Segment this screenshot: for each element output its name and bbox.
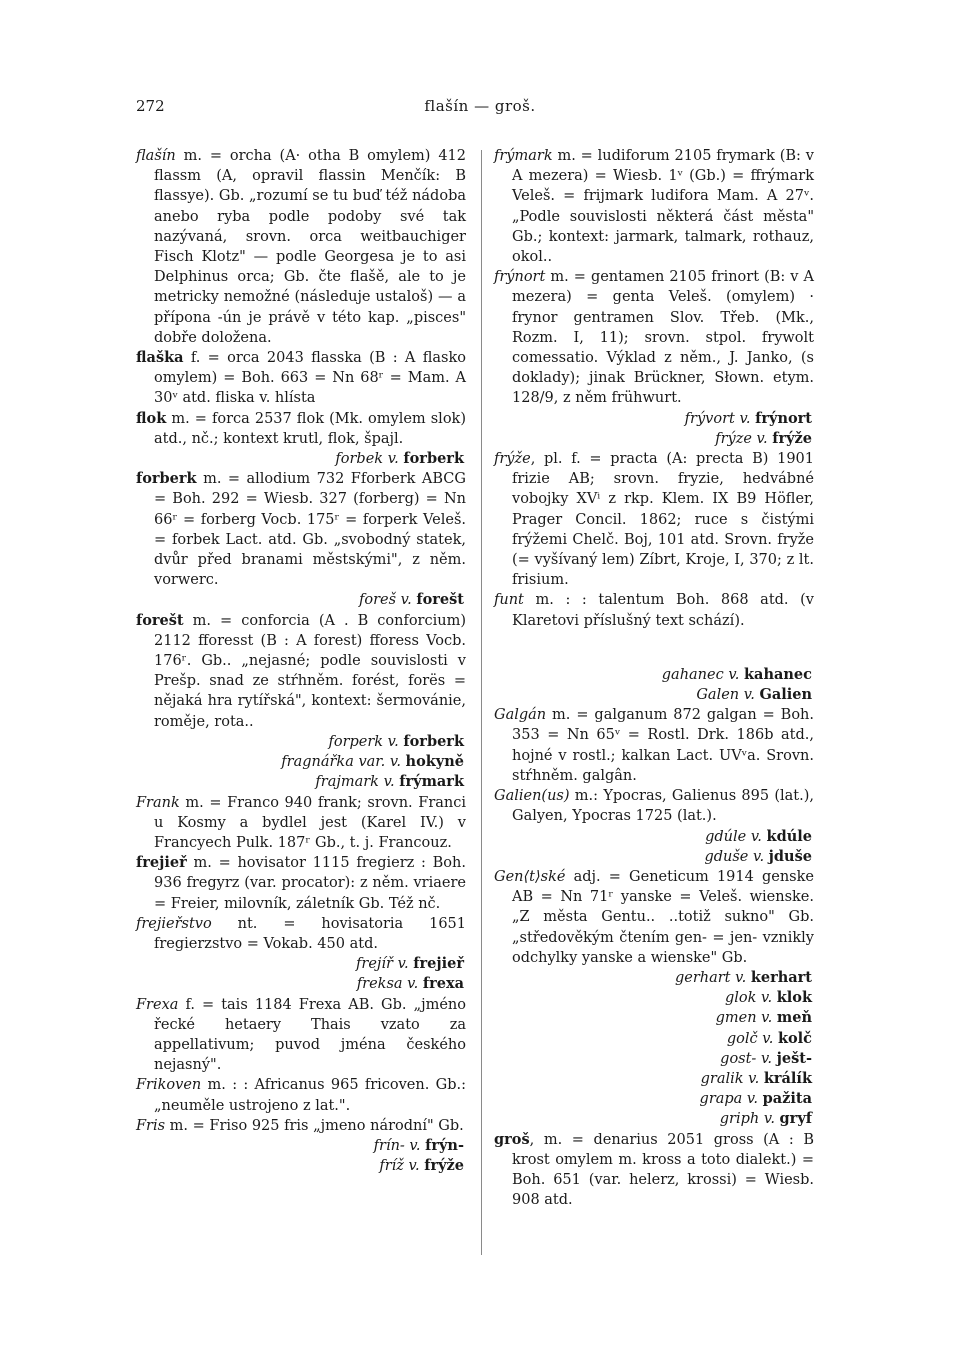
dictionary-entry xyxy=(494,590,814,630)
xref-source: frajmark v. xyxy=(315,774,395,791)
dictionary-entry xyxy=(136,409,466,449)
xref-target: gryf xyxy=(779,1110,812,1128)
xref-source: gmen v. xyxy=(715,1010,773,1027)
entry-body: m. : : talentum Boh. 868 atd. (v Klaretovi příslušný text schází). xyxy=(512,592,814,629)
xref-source: gralik v. xyxy=(700,1070,760,1087)
xref-target: hokyně xyxy=(405,753,464,771)
entry-headword: frýže xyxy=(494,451,531,468)
entry-headword: forešt xyxy=(136,611,184,629)
xref-target: kahanec xyxy=(744,665,812,683)
running-head: flašín — groš. xyxy=(424,97,536,115)
entry-headword: frejieř xyxy=(136,854,187,872)
xref-target: frýnort xyxy=(755,409,812,427)
xref-target: frýn- xyxy=(425,1136,464,1154)
entry-headword: Galgán xyxy=(494,707,547,724)
cross-reference xyxy=(136,954,466,974)
xref-source: Galen v. xyxy=(696,687,755,704)
entry-headword: frýnort xyxy=(494,269,546,286)
cross-reference xyxy=(494,685,814,705)
cross-reference xyxy=(494,847,814,867)
xref-source: frýze v. xyxy=(715,430,768,447)
xref-target: forberk xyxy=(403,450,464,468)
cross-reference xyxy=(136,732,466,752)
entry-headword: funt xyxy=(494,592,524,609)
entry-headword: Frank xyxy=(136,794,180,811)
page-number: 272 xyxy=(136,97,165,115)
entry-body: m. = gentamen 2105 frinort (B: v A mezera) = genta Veleš. (omylem) · frynor gentramen Slov. Třeb. (Mk., Rozm. I, 11); srovn. stpol. frywolt comessatio. Výklad z něm., J. Janko, (s doklady); jinak Brückner, Słown. etym. 128/9, z něm frühwurt. xyxy=(512,269,814,407)
entry-body: f. = orca 2043 flasska (B : A flasko omylem) = Boh. 663 = Nn 68ʳ = Mam. A 30ᵛ atd. fliska v. hlísta xyxy=(154,350,466,407)
xref-source: gdúle v. xyxy=(705,828,762,845)
xref-target: frýmark xyxy=(399,773,464,791)
dictionary-entry xyxy=(136,611,466,732)
cross-reference xyxy=(136,974,466,994)
xref-source: freksa v. xyxy=(356,976,419,993)
xref-target: kerhart xyxy=(750,968,812,986)
entry-body: m. = Friso 925 fris „jmeno národní" Gb. xyxy=(165,1117,464,1134)
cross-reference xyxy=(494,1069,814,1089)
dictionary-entry xyxy=(136,914,466,954)
dictionary-entry xyxy=(136,348,466,409)
entry-body: nt. = hovisatoria 1651 fregierzstvo = Vokab. 450 atd. xyxy=(154,915,466,952)
xref-target: kolč xyxy=(777,1029,812,1047)
cross-reference xyxy=(136,752,466,772)
entry-headword: frejieřstvo xyxy=(136,915,212,932)
dictionary-entry xyxy=(136,853,466,914)
xref-source: frín- v. xyxy=(373,1137,421,1154)
dictionary-entry xyxy=(494,786,814,826)
dictionary-entry xyxy=(494,449,814,590)
dictionary-entry xyxy=(494,705,814,786)
entry-headword: Fris xyxy=(136,1117,166,1134)
dictionary-entry xyxy=(136,1116,466,1136)
entry-headword: Galien(us) xyxy=(494,788,570,805)
xref-target: forberk xyxy=(403,732,464,750)
entry-body: m. = allodium 732 Fforberk ABCG = Boh. 292 = Wiesb. 327 (forberg) = Nn 66ʳ = forberg Vocb. 175ʳ = forperk Veleš. = forbek Lact. atd. Gb. „svobodný statek, dvůr před branami městskými", z něm. vorwerc. xyxy=(154,471,466,589)
dictionary-entry xyxy=(494,1130,814,1211)
entry-headword: groš xyxy=(494,1130,530,1148)
cross-reference xyxy=(136,772,466,792)
cross-reference xyxy=(494,988,814,1008)
xref-source: foreš v. xyxy=(359,592,412,609)
entry-body: adj. = Geneticum 1914 genske AB = Nn 71ʳ yanske = Veleš. wienske. „Z města Gentu.. ..totiž sukno" Gb. „středověkým čtením gen- = jen- vznikly odchylky yanske a wienske" Gb. xyxy=(512,868,814,966)
cross-reference xyxy=(494,665,814,685)
xref-target: Galien xyxy=(759,686,812,704)
entry-headword: flok xyxy=(136,409,167,427)
dictionary-entry xyxy=(136,469,466,590)
entry-headword: frýmark xyxy=(494,148,553,164)
xref-target: forešt xyxy=(416,591,464,609)
xref-target: jduše xyxy=(768,847,812,865)
entry-body: m. = galganum 872 galgan = Boh. 353 = Nn 65ᵛ = Rostl. Drk. 186b atd., hojné v rostl.; kalkan Lact. UVᵛa. Srovn. stŕhněm. galgân. xyxy=(512,707,814,784)
xref-target: ješt- xyxy=(776,1049,812,1067)
left-column xyxy=(136,146,466,1176)
cross-reference xyxy=(494,429,814,449)
dictionary-entry xyxy=(136,995,466,1076)
cross-reference xyxy=(136,449,466,469)
entry-body: m. = ludiforum 2105 frymark (B: v A mezera) = Wiesb. 1ᵛ (Gb.) = ffrýmark Veleš. = frijmark ludifora Mam. A 27ᵛ. „Podle souvislosti některá část města" Gb.; kontext: jarmark, talmark, rothauz, okol.. xyxy=(512,148,814,266)
xref-target: frejieř xyxy=(413,955,464,973)
dictionary-entry xyxy=(136,793,466,854)
entry-body: m. = forca 2537 flok (Mk. omylem slok) atd., nč.; kontext krutl, flok, špajl. xyxy=(154,410,466,447)
xref-target: frýže xyxy=(424,1157,464,1175)
entry-body: f. = tais 1184 Frexa AB. Gb. „jméno řecké hetaery Thais vzato za appellativum; puvod jména českého nejasný". xyxy=(154,996,466,1074)
entry-body: m. = orcha (A· otha B omylem) 412 flassm (A, opravil flassin Menčík: B flassye). Gb. „rozumí se tu buď též nádoba anebo ryba podle podoby své tak nazývaná, srovn. orca weitbauchiger Fisch Klotz" — podle Georgesa je to asi Delphinus orca; Gb. čte flašě, ale to je metricky nemožné (následuje ustaloš) — a přípona -ún je právě v této kap. „pisces" dobře doložena. xyxy=(154,148,466,346)
cross-reference xyxy=(494,1109,814,1129)
xref-source: griph v. xyxy=(719,1111,775,1128)
xref-target: pažita xyxy=(762,1090,812,1108)
xref-source: fríž v. xyxy=(379,1158,420,1175)
cross-reference xyxy=(494,409,814,429)
xref-source: forperk v. xyxy=(328,733,399,750)
xref-target: meň xyxy=(776,1009,812,1027)
xref-target: frexa xyxy=(422,975,464,993)
xref-source: forbek v. xyxy=(335,451,399,468)
entry-headword: flaška xyxy=(136,349,184,367)
xref-source: frejíř v. xyxy=(356,956,409,973)
cross-reference xyxy=(136,1156,466,1176)
dictionary-entry xyxy=(494,267,814,408)
cross-reference xyxy=(494,1029,814,1049)
xref-target: frýže xyxy=(772,429,812,447)
entry-headword: Gen⟨t⟩ské xyxy=(494,868,566,885)
dictionary-entry xyxy=(136,1075,466,1115)
xref-source: gduše v. xyxy=(704,848,765,865)
entry-body: , pl. f. = practa (A: precta B) 1901 frizie AB; srovn. fryzie, hedvábné vobojky XVⁱ z rkp. Klem. IX B9 Höfler, Prager Concil. 1862; ruce s čistými frýžemi Chelč. Boj, 101 atd. Srovn. fryže (= vyšívaný lem) Zíbrt, Kroje, I, 370; z lt. frisium. xyxy=(512,451,814,589)
cross-reference xyxy=(494,1089,814,1109)
cross-reference xyxy=(494,1049,814,1069)
xref-target: kdúle xyxy=(766,827,812,845)
section-gap xyxy=(494,631,814,665)
column-divider xyxy=(481,150,482,1255)
cross-reference xyxy=(494,1008,814,1028)
xref-source: gost- v. xyxy=(720,1050,773,1067)
entry-headword: Frikoven xyxy=(136,1077,202,1094)
xref-source: grapa v. xyxy=(699,1091,759,1108)
xref-source: frývort v. xyxy=(684,410,751,427)
entry-body: m. = Franco 940 frank; srovn. Franci u Kosmy a bydlel jest (Karel IV.) v Francyech Pulk. 187ʳ Gb., t. j. Francouz. xyxy=(154,794,466,851)
entry-headword: Frexa xyxy=(136,996,179,1013)
xref-target: králík xyxy=(763,1069,812,1087)
xref-source: gahanec v. xyxy=(661,666,740,683)
xref-source: fragnářka var. v. xyxy=(281,754,401,771)
cross-reference xyxy=(136,590,466,610)
dictionary-entry xyxy=(494,146,814,267)
xref-source: glok v. xyxy=(724,990,773,1007)
cross-reference xyxy=(494,968,814,988)
dictionary-entry xyxy=(136,146,466,348)
xref-target: klok xyxy=(776,989,812,1007)
right-column xyxy=(494,146,814,1210)
entry-body: m. = hovisator 1115 fregierz : Boh. 936 fregyrz (var. procator): z něm. vriaere = Freier, milovník, záletník Gb. Též nč. xyxy=(154,855,466,912)
xref-source: golč v. xyxy=(726,1030,774,1047)
cross-reference xyxy=(136,1136,466,1156)
entry-body: m. : : Africanus 965 fricoven. Gb.: „neuměle ustrojeno z lat.". xyxy=(154,1077,466,1114)
dictionary-entry xyxy=(494,867,814,968)
entry-headword: forberk xyxy=(136,470,197,488)
entry-body: m. = conforcia (A . B conforcium) 2112 fforesst (B : A forest) fforess Vocb. 176ʳ. Gb.. „nejasné; podle souvislosti v Prešp. snad ze stŕhněm. forést, forës = nějaká hra rytířská", kontext: šermovánie, roměje, rota.. xyxy=(154,612,466,730)
entry-body: , m. = denarius 2051 gross (A : B krost omylem m. kross a toto dialekt.) = Boh. 651 (var. helerz, krossi) = Wiesb. 908 atd. xyxy=(512,1131,814,1209)
cross-reference xyxy=(494,827,814,847)
xref-source: gerhart v. xyxy=(674,969,747,986)
entry-body: m.: Ypocras, Galienus 895 (lat.), Galyen, Ypocras 1725 (lat.). xyxy=(512,788,814,825)
entry-headword: flašín xyxy=(136,148,176,164)
